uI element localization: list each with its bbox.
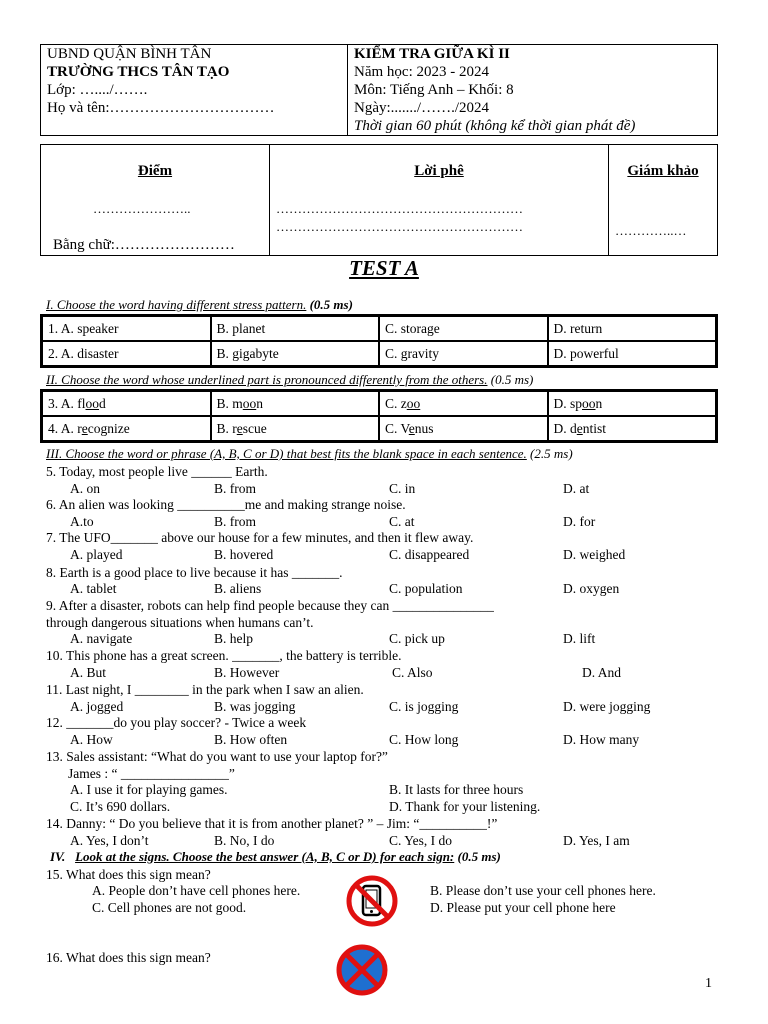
section4-heading <box>50 849 501 865</box>
section1-heading <box>46 297 353 313</box>
question-5: 5. Today, most people live ______ Earth. <box>46 464 268 479</box>
option-cell: 2. A. disaster <box>42 341 211 366</box>
answer-option: B. No, I do <box>214 833 275 848</box>
comment-cell <box>270 145 609 256</box>
answer-option: D. Yes, I am <box>563 833 630 848</box>
question-16: 16. What does this sign mean? <box>46 950 211 965</box>
answer-option: B. from <box>214 514 256 529</box>
test-title: TEST A <box>349 256 419 280</box>
exam-info <box>348 45 718 136</box>
answer-option: A. on <box>70 481 100 496</box>
answer-option: C. pick up <box>389 631 445 646</box>
question-10: 10. This phone has a great screen. _______, the battery is terrible. <box>46 648 402 663</box>
answer-option: A.to <box>70 514 94 529</box>
option-underlined: e <box>576 420 583 436</box>
option-cell <box>211 391 380 416</box>
answer-option: A. People don’t have cell phones here. <box>92 883 301 898</box>
answer-option: D. Thank for your listening. <box>389 799 541 814</box>
answer-option: B. However <box>214 665 280 680</box>
option-cell <box>379 416 548 441</box>
option-pre: 3. A. fl <box>48 395 86 411</box>
answer-option: D. How many <box>563 732 640 747</box>
answer-option: A. How <box>70 732 113 747</box>
option-cell: 1. A. speaker <box>42 316 211 341</box>
option-post: scue <box>242 420 267 436</box>
table-row <box>42 391 716 416</box>
answer-option: B. How often <box>214 732 288 747</box>
option-cell: C. gravity <box>379 341 548 366</box>
exam-date: Ngày:......./……./2024 <box>354 100 489 116</box>
section1-title: I. Choose the word having different stress pattern. <box>46 297 307 312</box>
answer-option: C. Also <box>392 665 433 680</box>
answer-option: A. tablet <box>70 581 117 596</box>
answer-option: A. played <box>70 547 123 562</box>
option-underlined: e <box>236 420 243 436</box>
district: UBND QUẬN BÌNH TÂN <box>47 46 212 62</box>
answer-option: C. It’s 690 dollars. <box>70 799 171 814</box>
exam-time: Thời gian 60 phút (không kể thời gian phát đề) <box>354 118 636 134</box>
option-underlined: oo <box>582 395 596 411</box>
answer-option: A. jogged <box>70 699 124 714</box>
option-post: cognize <box>87 420 130 436</box>
option-underlined: e <box>81 420 88 436</box>
section2-title: II. Choose the word whose underlined part is pronounced differently from the others. <box>46 372 488 387</box>
section1-points: (0.5 ms) <box>306 297 353 312</box>
school-year: Năm học: 2023 - 2024 <box>354 64 489 80</box>
table-row <box>42 341 716 366</box>
option-post: d <box>99 395 106 411</box>
answer-option: C. Cell phones are not good. <box>92 900 247 915</box>
section4-title: Look at the signs. Choose the best answer (A, B, C or D) for each sign: <box>75 849 455 864</box>
option-cell <box>548 391 717 416</box>
answer-option: D. for <box>563 514 596 529</box>
question-9-cont: through dangerous situations when humans can’t. <box>46 615 314 630</box>
option-post: n <box>256 395 264 411</box>
section2-heading <box>46 372 533 388</box>
option-cell: D. return <box>548 316 717 341</box>
answer-option: A. navigate <box>70 631 133 646</box>
answer-option: C. population <box>389 581 463 596</box>
answer-option: D. at <box>563 481 590 496</box>
option-pre: D. d <box>553 420 577 436</box>
score-dots: ………………….. <box>93 201 191 216</box>
question-7: 7. The UFO_______ above our house for a few minutes, and then it flew away. <box>46 530 474 545</box>
answer-option: D. oxygen <box>563 581 620 596</box>
exam-header <box>40 44 718 136</box>
option-cell: D. powerful <box>548 341 717 366</box>
option-cell <box>548 416 717 441</box>
question-11: 11. Last night, I ________ in the park when I saw an alien. <box>46 682 364 697</box>
no-phone-sign-icon <box>345 874 399 928</box>
class-line: Lớp: …..../……. <box>47 82 148 98</box>
question-8: 8. Earth is a good place to live because it has _______. <box>46 565 343 580</box>
question-13: 13. Sales assistant: “What do you want to use your laptop for?” <box>46 749 388 764</box>
question-13-reply: James : “ ________________” <box>68 766 235 781</box>
option-pre: C. V <box>385 420 409 436</box>
section4-points: (0.5 ms) <box>454 849 501 864</box>
comment-line-1: ………………………………………………… <box>276 201 523 216</box>
section2-table <box>40 389 718 443</box>
school-name: TRƯỜNG THCS TÂN TẠO <box>47 64 230 80</box>
answer-option: C. How long <box>389 732 459 747</box>
no-stopping-sign-icon <box>336 944 388 996</box>
option-underlined: oo <box>406 395 421 411</box>
subject: Môn: Tiếng Anh – Khối: 8 <box>354 82 514 98</box>
option-pre: 4. A. r <box>48 420 82 436</box>
section2-points: (0.5 ms) <box>487 372 534 387</box>
option-pre: D. sp <box>553 395 583 411</box>
question-9: 9. After a disaster, robots can help find people because they can _______________ <box>46 598 494 613</box>
option-pre: B. m <box>216 395 243 411</box>
score-cell <box>41 145 270 256</box>
option-cell: B. planet <box>211 316 380 341</box>
answer-option: C. at <box>389 514 415 529</box>
option-post: n <box>595 395 603 411</box>
answer-option: C. disappeared <box>389 547 470 562</box>
option-cell <box>42 391 211 416</box>
examiner-cell <box>609 145 718 256</box>
option-cell: C. storage <box>379 316 548 341</box>
option-cell <box>211 416 380 441</box>
question-14: 14. Danny: “ Do you believe that it is from another planet? ” – Jim: “__________!” <box>46 816 498 831</box>
option-post: nus <box>414 420 434 436</box>
option-underlined: oo <box>85 395 100 411</box>
comment-line-2: ………………………………………………… <box>276 219 523 234</box>
section3-heading <box>46 446 573 462</box>
name-line: Họ và tên:…………………………… <box>47 100 275 116</box>
score-words: Bằng chữ:…………………… <box>53 237 235 253</box>
answer-option: B. from <box>214 481 256 496</box>
answer-option: D. And <box>582 665 622 680</box>
section3-points: (2.5 ms) <box>526 446 573 461</box>
examiner-label: Giám khảo <box>627 163 699 179</box>
school-info <box>41 45 348 136</box>
answer-option: D. weighed <box>563 547 626 562</box>
table-row <box>42 416 716 441</box>
answer-option: D. were jogging <box>563 699 651 714</box>
answer-option: B. It lasts for three hours <box>389 782 524 797</box>
score-label: Điểm <box>137 163 173 179</box>
option-cell: B. gigabyte <box>211 341 380 366</box>
option-pre: B. r <box>216 420 237 436</box>
option-cell <box>379 391 548 416</box>
question-15: 15. What does this sign mean? <box>46 867 211 882</box>
answer-option: C. in <box>389 481 416 496</box>
answer-option: D. lift <box>563 631 596 646</box>
answer-option: C. Yes, I do <box>389 833 453 848</box>
answer-option: B. Please don’t use your cell phones here. <box>430 883 656 898</box>
option-post: ntist <box>582 420 607 436</box>
section3-title: III. Choose the word or phrase (A, B, C or D) that best fits the blank space in each sentence. <box>46 446 527 461</box>
question-6: 6. An alien was looking __________me and making strange noise. <box>46 497 406 512</box>
examiner-dots: …………..… <box>615 223 687 238</box>
question-12: 12. _______do you play soccer? - Twice a week <box>46 715 307 730</box>
answer-option: A. But <box>70 665 107 680</box>
table-row <box>42 316 716 341</box>
section1-table <box>40 314 718 368</box>
option-underlined: oo <box>242 395 257 411</box>
option-pre: C. z <box>385 395 407 411</box>
answer-option: A. Yes, I don’t <box>70 833 149 848</box>
exam-title: KIỂM TRA GIỮA KÌ II <box>354 46 510 62</box>
answer-option: B. aliens <box>214 581 262 596</box>
answer-option: D. Please put your cell phone here <box>430 900 616 915</box>
answer-option: C. is jogging <box>389 699 459 714</box>
answer-option: B. hovered <box>214 547 274 562</box>
answer-option: B. help <box>214 631 253 646</box>
section4-num: IV. <box>50 849 66 864</box>
score-box <box>40 144 718 256</box>
answer-option: B. was jogging <box>214 699 296 714</box>
page-number: 1 <box>705 976 712 991</box>
comment-label: Lời phê <box>414 163 464 179</box>
option-underlined: e <box>408 420 415 436</box>
option-cell <box>42 416 211 441</box>
answer-option: A. I use it for playing games. <box>70 782 228 797</box>
